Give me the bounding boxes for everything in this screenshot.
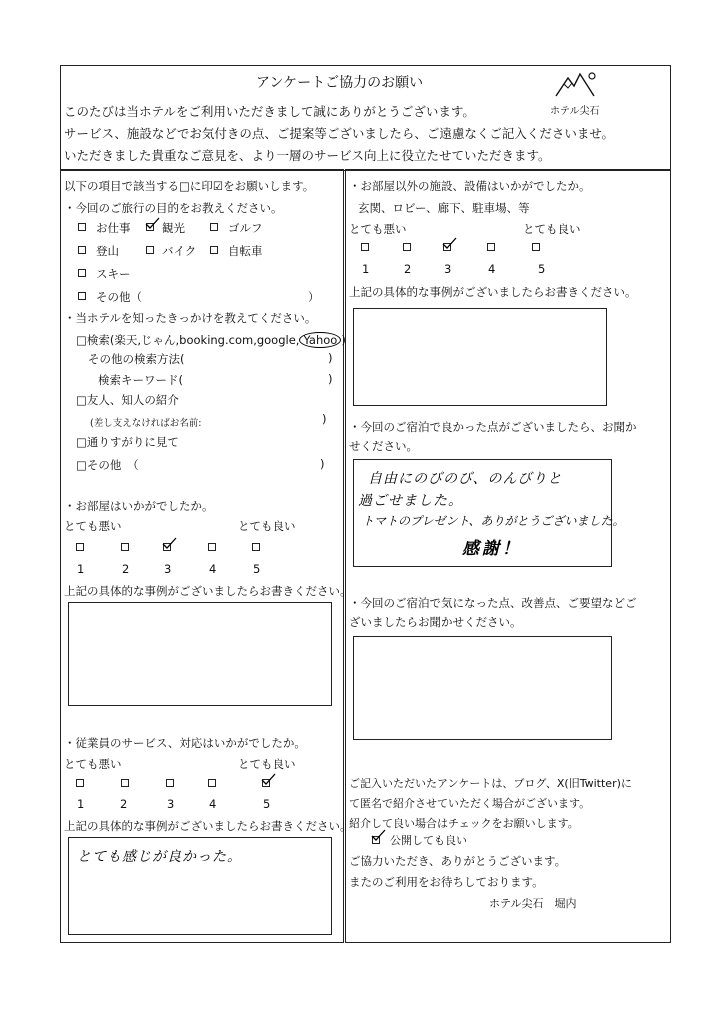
purpose-bicycle-checkbox[interactable] <box>210 246 218 254</box>
staff-rating-3[interactable] <box>166 779 174 787</box>
staff-scale-4: 4 <box>209 797 217 811</box>
staff-question: ・従業員のサービス、対応はいかがでしたか。 <box>64 736 306 750</box>
check-mark-icon <box>260 772 278 786</box>
purpose-motorbike-checkbox[interactable] <box>146 246 154 254</box>
check-mark-icon <box>441 236 459 250</box>
good-points-question-2: せください。 <box>349 439 418 453</box>
friend-name-note: (差し支えなければお名前: <box>90 418 202 429</box>
staff-rating-2[interactable] <box>121 779 129 787</box>
purpose-other-label: その他（ <box>96 290 142 304</box>
room-rating-5[interactable] <box>252 543 260 551</box>
intro-line-1: このたびは当ホテルをご利用いただきまして誠にありがとうございます。 <box>64 104 475 119</box>
facility-scale-3: 3 <box>444 262 452 276</box>
purpose-climbing-label: 登山 <box>96 244 119 258</box>
purpose-business-label: お仕事 <box>96 221 131 235</box>
other-search-close: ) <box>328 351 333 365</box>
discover-search-label: □検索(楽天,じゃん,booking.com,google, <box>76 333 300 347</box>
hotel-name: ホテル尖石 <box>550 106 600 117</box>
room-scale-2: 2 <box>122 562 130 576</box>
publish-note-3: 紹介して良い場合はチェックをお願いします。 <box>349 817 579 830</box>
discover-question: ・当ホテルを知ったきっかけを教えてください。 <box>64 311 317 325</box>
purpose-ski-label: スキー <box>96 267 131 281</box>
room-comment-box[interactable] <box>68 602 332 706</box>
purpose-business-checkbox[interactable] <box>78 223 86 231</box>
purpose-other-close: ） <box>308 290 320 304</box>
come-again-message: またのご利用をお待ちしております。 <box>349 875 544 889</box>
facility-rating-4[interactable] <box>487 243 495 251</box>
facility-scale-1: 1 <box>362 262 370 276</box>
passing-option[interactable]: □通りすがりに見て <box>76 435 179 449</box>
other-option-close: ) <box>320 457 325 471</box>
facility-scale-5: 5 <box>538 262 546 276</box>
improvements-question-2: ざいましたらお聞かせください。 <box>349 615 522 629</box>
purpose-question: ・今回のご旅行の目的をお教えください。 <box>64 201 283 215</box>
staff-detail-prompt: 上記の具体的な事例がございましたらお書きください。 <box>64 819 352 833</box>
room-good-label: とても良い <box>238 519 296 533</box>
purpose-bicycle-label: 自転車 <box>228 244 263 258</box>
publish-note-1: ご記入いただいたアンケートは、ブログ、X(旧Twitter)に <box>349 777 632 790</box>
facility-rating-2[interactable] <box>403 243 411 251</box>
facility-bad-label: とても悪い <box>349 222 407 236</box>
facility-comment-box[interactable] <box>353 308 607 406</box>
keyword-label: 検索キーワード( <box>98 373 183 387</box>
staff-scale-2: 2 <box>120 797 128 811</box>
room-scale-5: 5 <box>253 562 261 576</box>
hotel-logo <box>546 68 606 116</box>
facility-scale-4: 4 <box>488 262 496 276</box>
room-bad-label: とても悪い <box>64 519 122 533</box>
staff-comment-box[interactable] <box>68 837 332 935</box>
yahoo-circled: Yahoo <box>299 332 341 348</box>
keyword-close: ) <box>328 372 333 386</box>
facility-rating-1[interactable] <box>361 243 369 251</box>
good-points-line-4: 感謝！ <box>462 539 522 559</box>
check-mark-icon <box>370 828 388 842</box>
room-rating-1[interactable] <box>76 543 84 551</box>
check-mark-icon <box>144 216 162 230</box>
thanks-message: ご協力いただき、ありがとうございます。 <box>349 854 567 868</box>
staff-comment: とても感じが良かった。 <box>77 849 242 865</box>
room-rating-2[interactable] <box>121 543 129 551</box>
search-close-paren: ) <box>341 333 346 347</box>
improvements-question-1: ・今回のご宿泊で気になった点、改善点、ご要望などご <box>349 596 637 610</box>
staff-rating-1[interactable] <box>76 779 84 787</box>
room-scale-1: 1 <box>77 562 85 576</box>
improvements-comment-box[interactable] <box>353 636 612 740</box>
purpose-motorbike-label: バイク <box>162 244 197 258</box>
purpose-sightseeing-label: 観光 <box>162 221 185 235</box>
friend-option[interactable]: □友人、知人の紹介 <box>76 393 179 407</box>
purpose-ski-checkbox[interactable] <box>78 269 86 277</box>
discover-search[interactable] <box>76 332 346 348</box>
publish-note-2: て匿名で紹介させていただく場合がございます。 <box>349 797 591 810</box>
staff-scale-5: 5 <box>263 797 271 811</box>
facility-rating-5[interactable] <box>532 243 540 251</box>
staff-scale-3: 3 <box>167 797 175 811</box>
purpose-golf-label: ゴルフ <box>228 221 263 235</box>
instruction: 以下の項目で該当する□に印☑をお願いします。 <box>64 179 315 193</box>
good-points-comment-box[interactable] <box>353 459 625 567</box>
facility-areas: 玄関、ロビー、廊下、駐車場、等 <box>358 201 530 215</box>
good-points-line-2: 過ごせました。 <box>358 493 463 509</box>
facility-scale-2: 2 <box>404 262 412 276</box>
signature: ホテル尖石 堀内 <box>489 897 577 910</box>
intro-line-3: いただきました貴重なご意見を、より一層のサービス向上に役立たせていただきます。 <box>64 148 551 163</box>
staff-good-label: とても良い <box>238 757 296 771</box>
friend-name-close: ) <box>322 412 327 426</box>
facility-question: ・お部屋以外の施設、設備はいかがでしたか。 <box>349 179 591 193</box>
facility-good-label: とても良い <box>523 222 581 236</box>
staff-bad-label: とても悪い <box>64 757 122 771</box>
good-points-line-1: 自由にのびのび、のんびりと <box>368 471 563 487</box>
good-points-question-1: ・今回のご宿泊で良かった点がございましたら、お聞か <box>349 420 637 434</box>
other-search-label: その他の検索方法( <box>88 352 185 366</box>
room-scale-4: 4 <box>209 562 217 576</box>
good-points-line-3: トマトのプレゼント、ありがとうございました。 <box>362 514 625 528</box>
check-mark-icon <box>161 536 179 550</box>
purpose-golf-checkbox[interactable] <box>210 223 218 231</box>
page-title: アンケートご協力のお願い <box>256 75 424 91</box>
publish-ok-label: 公開しても良い <box>390 834 467 847</box>
purpose-other-checkbox[interactable] <box>78 292 86 300</box>
staff-scale-1: 1 <box>77 797 85 811</box>
room-question: ・お部屋はいかがでしたか。 <box>64 499 214 513</box>
other-option[interactable]: □その他 （ <box>76 458 139 472</box>
staff-rating-4[interactable] <box>208 779 216 787</box>
room-detail-prompt: 上記の具体的な事例がございましたらお書きください。 <box>64 584 352 598</box>
room-scale-3: 3 <box>164 562 172 576</box>
purpose-climbing-checkbox[interactable] <box>78 246 86 254</box>
intro-line-2: サービス、施設などでお気付きの点、ご提案等ございましたら、ご遠慮なくご記入くださいませ。 <box>64 126 615 141</box>
room-rating-4[interactable] <box>208 543 216 551</box>
facility-detail-prompt: 上記の具体的な事例がございましたらお書きください。 <box>349 285 637 299</box>
